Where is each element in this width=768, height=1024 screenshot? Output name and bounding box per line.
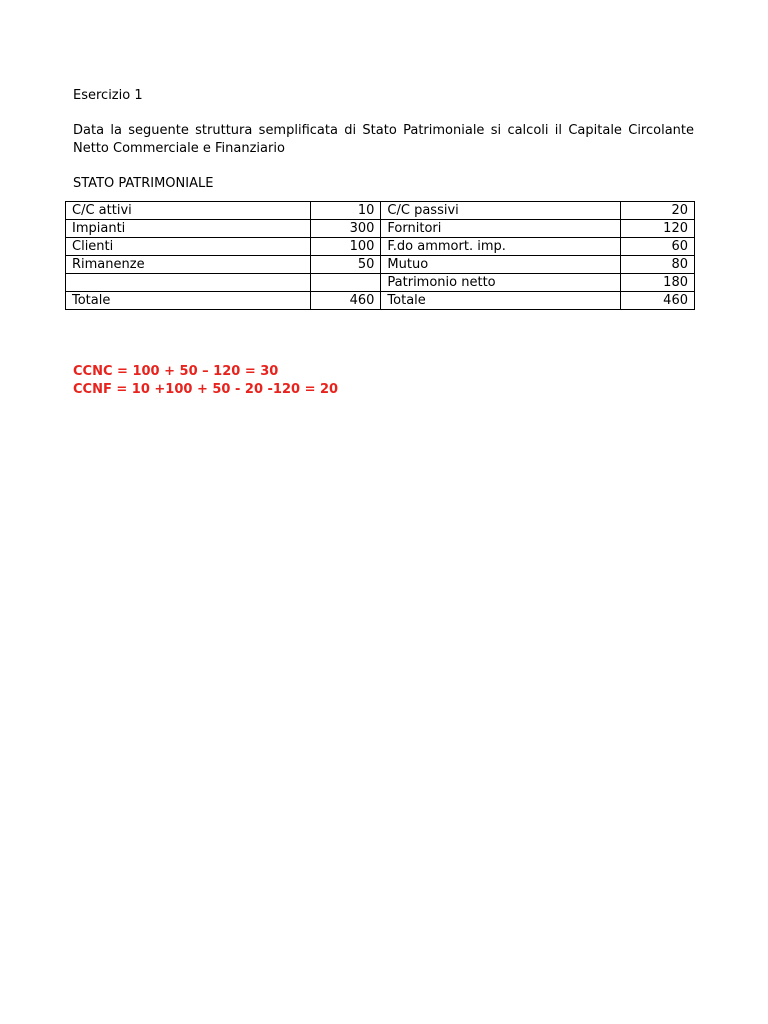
table-row — [66, 202, 695, 220]
asset-total-value: 460 — [310, 292, 381, 310]
liability-label: Fornitori — [381, 220, 621, 238]
liability-value: 120 — [621, 220, 695, 238]
liability-label: C/C passivi — [381, 202, 621, 220]
asset-label: Rimanenze — [66, 256, 311, 274]
asset-label — [66, 274, 311, 292]
asset-value: 50 — [310, 256, 381, 274]
table-row — [66, 274, 695, 292]
asset-label: Clienti — [66, 238, 311, 256]
exercise-instructions: Data la seguente struttura semplificata di Stato Patrimoniale si calcoli il Capitale Circolante Netto Commerciale e Finanziario — [73, 123, 694, 156]
asset-value — [310, 274, 381, 292]
liability-value: 60 — [621, 238, 695, 256]
asset-label: Impianti — [66, 220, 311, 238]
table-row — [66, 256, 695, 274]
solution-block — [73, 363, 694, 399]
liability-label: Mutuo — [381, 256, 621, 274]
liability-total-label: Totale — [381, 292, 621, 310]
asset-value: 10 — [310, 202, 381, 220]
ccnf-formula: CCNF = 10 +100 + 50 - 20 -120 = 20 — [73, 382, 339, 397]
asset-value: 100 — [310, 238, 381, 256]
asset-label: C/C attivi — [66, 202, 311, 220]
ccnc-formula: CCNC = 100 + 50 – 120 = 30 — [73, 364, 279, 379]
liability-value: 20 — [621, 202, 695, 220]
liability-label: F.do ammort. imp. — [381, 238, 621, 256]
section-title: STATO PATRIMONIALE — [73, 176, 214, 191]
table-total-row — [66, 292, 695, 310]
exercise-heading: Esercizio 1 — [73, 88, 143, 103]
liability-label: Patrimonio netto — [381, 274, 621, 292]
table-row — [66, 220, 695, 238]
liability-total-value: 460 — [621, 292, 695, 310]
liability-value: 80 — [621, 256, 695, 274]
balance-sheet-table — [65, 201, 695, 310]
table-row — [66, 238, 695, 256]
liability-value: 180 — [621, 274, 695, 292]
asset-value: 300 — [310, 220, 381, 238]
asset-total-label: Totale — [66, 292, 311, 310]
document-page — [73, 87, 694, 399]
